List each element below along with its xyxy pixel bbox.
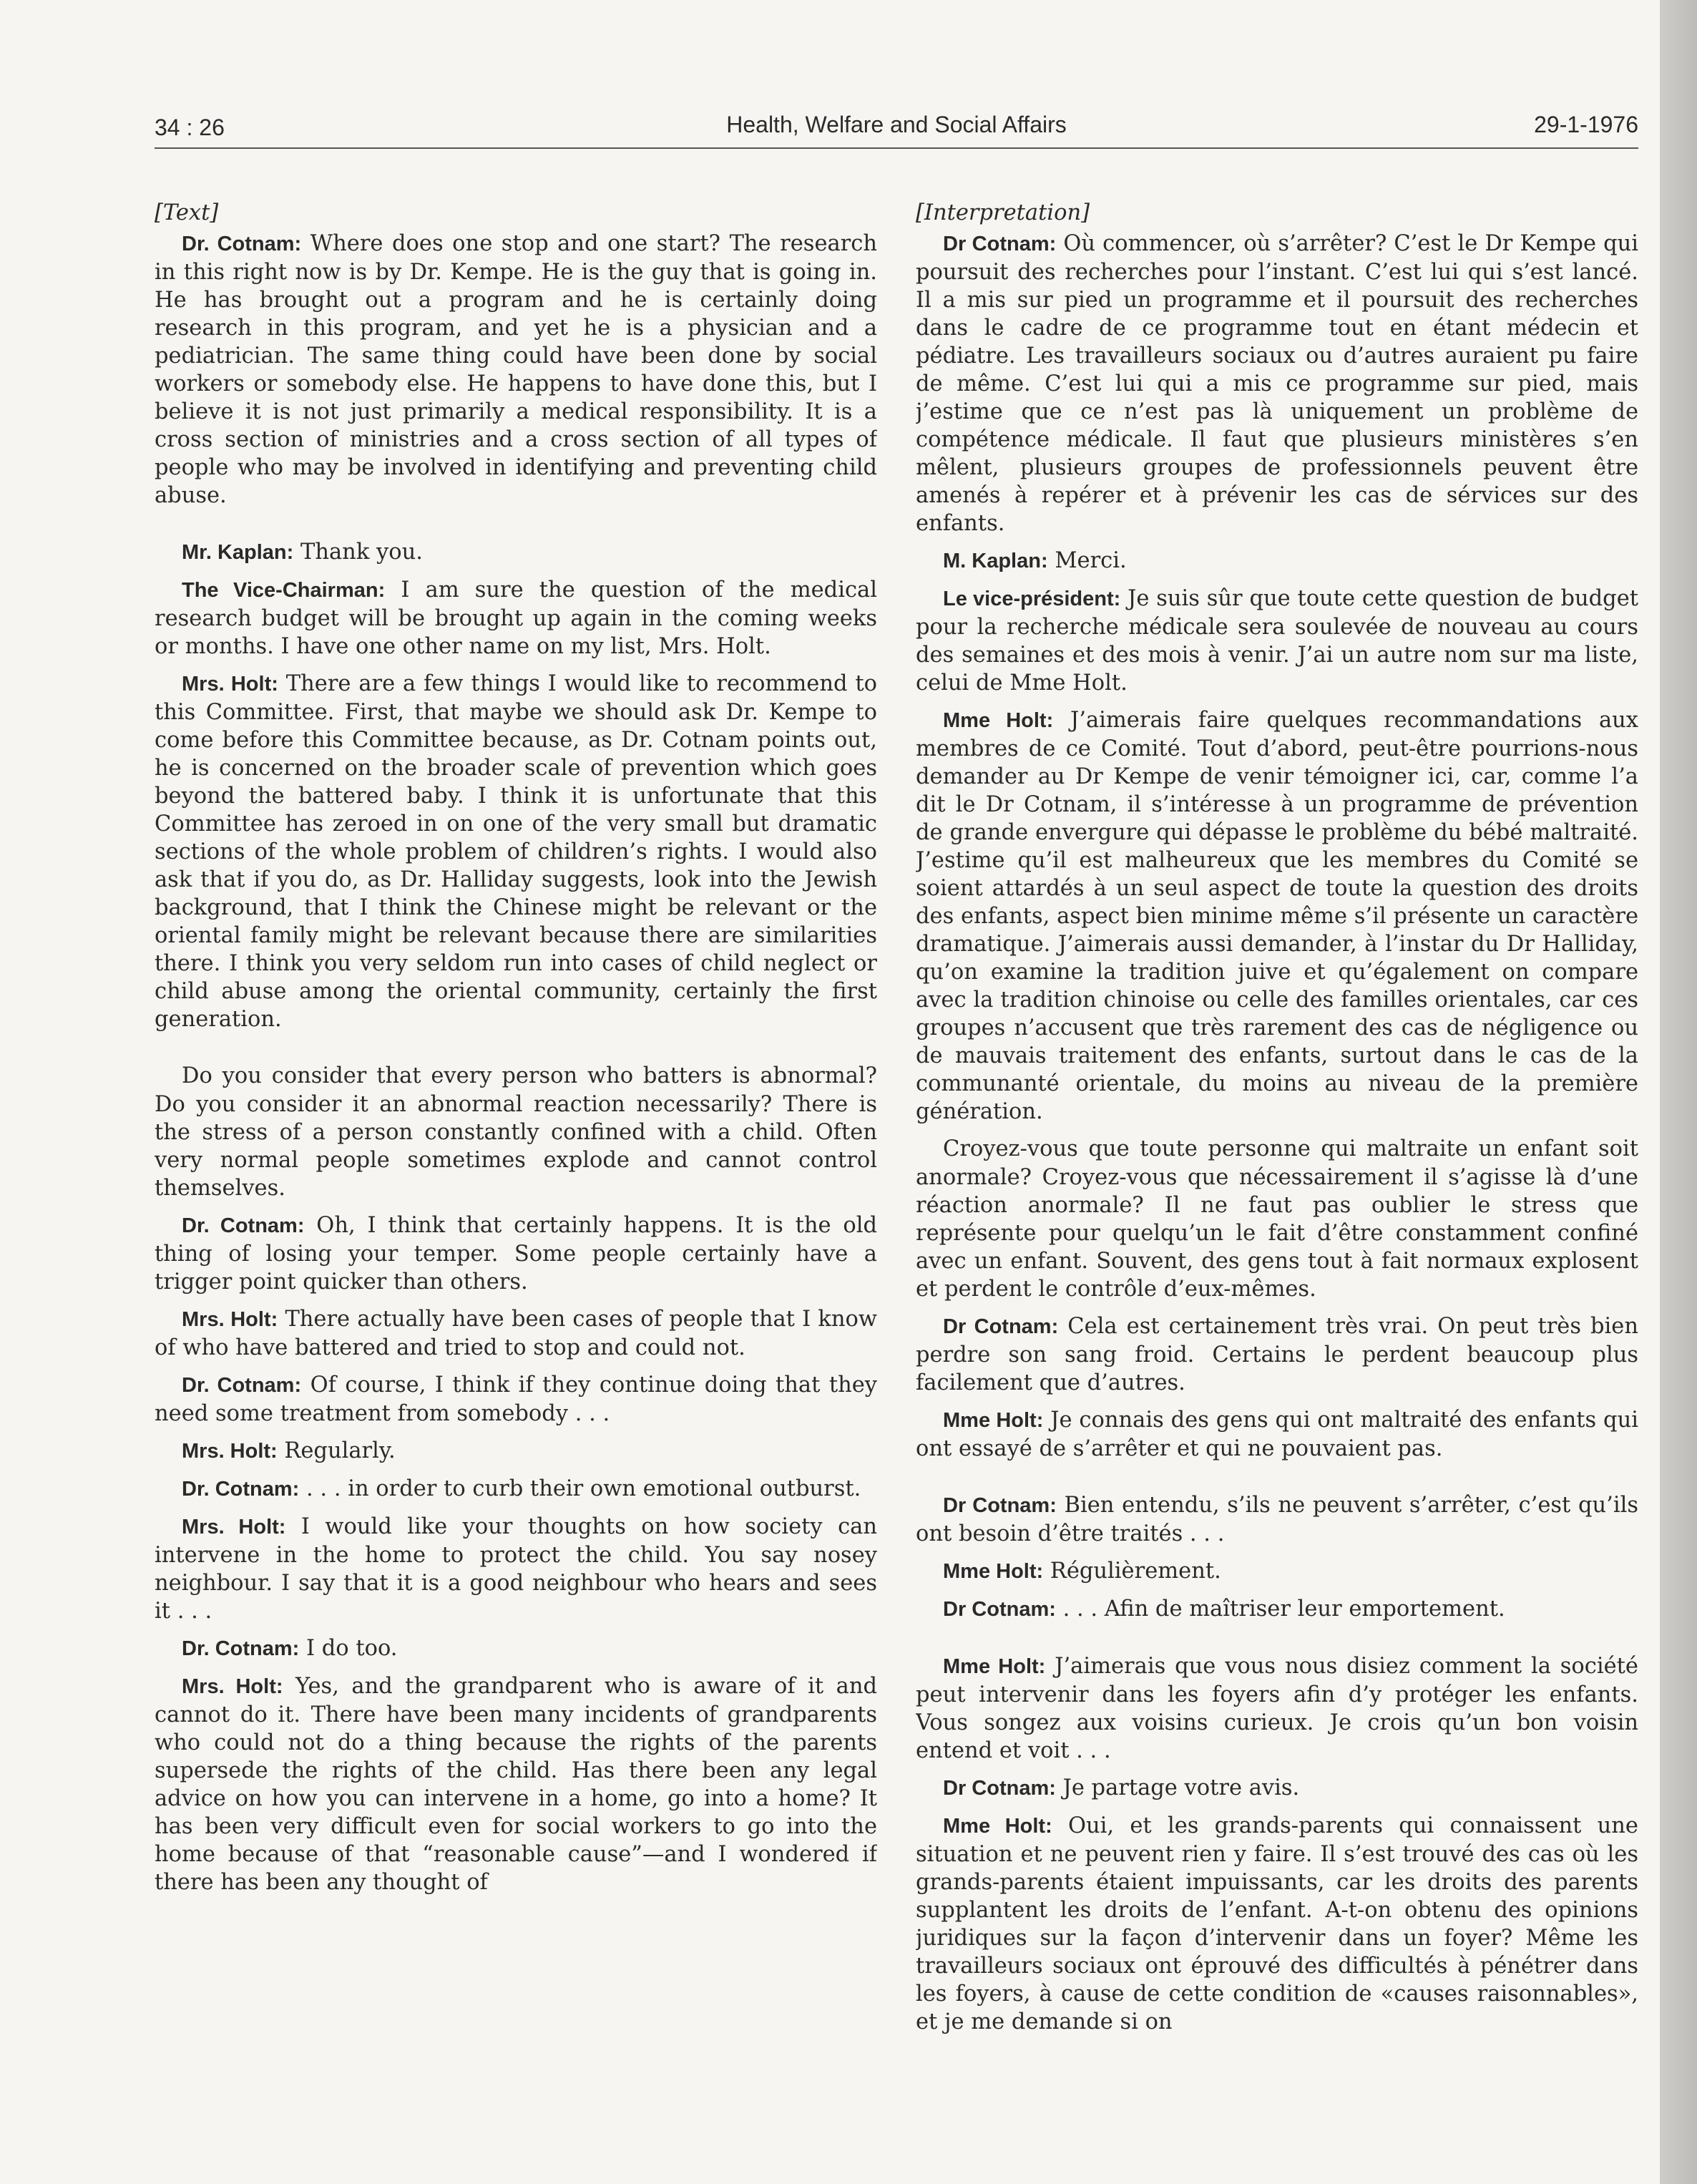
paragraph: [916, 547, 1638, 575]
paragraph: [916, 1406, 1638, 1463]
paragraph-text: Where does one stop and one start? The research in this right now is by Dr. Kempe. He is the guy that is going in. He has brought out a program and he is certainly doing research in this program, and yet he is a physician and a pediatrician. The same thing could have been done by social workers or somebody else. He happens to have done this, but I believe it is not just primarily a medical responsibility. It is a cross section of ministries and a cross section of all types of people who may be involved in identifying and preventing child abuse.: [155, 231, 877, 508]
paragraph-text: Croyez-vous que toute personne qui maltraite un enfant soit anormale? Croyez-vous que nécessairement il s’agisse là d’une réaction anormale? Il ne faut pas oublier le stress que représente pour quelqu’un le fait d’être constamment confiné avec un enfant. Souvent, des gens tout à fait normaux explosent et perdent le contrôle d’eux-mêmes.: [916, 1136, 1638, 1302]
speaker-name: Dr Cotnam:: [943, 1494, 1057, 1517]
paragraph: [155, 1212, 877, 1296]
page-date: 29-1-1976: [1534, 112, 1638, 137]
paragraph: [155, 1513, 877, 1625]
paragraph-text: J’aimerais faire quelques recommandations aux membres de ce Comité. Tout d’abord, peut-être pourrions-nous demander au Dr Kempe de venir témoigner ici, car, comme l’a dit le Dr Cotnam, il s’intéresse à un programme de prévention de grande envergure qui dépasse le problème du bébé maltraité. J’estime qu’il est malheureux que les membres du Comité se soient attardés à un seul aspect de toute la question des droits des enfants, aspect bien minime même s’il présente un caractère dramatique. J’aimerais aussi demander, à l’instar du Dr Halliday, qu’on examine la tradition juive et qu’également on compare avec la tradition chinoise ou celle des familles orientales, car ces groupes n’accusent que très rarement des cas de négligence ou de mauvais traitement des enfants, surtout dans le cas de la communanté orientale, du moins au niveau de la première génération.: [916, 708, 1638, 1124]
paragraph: [916, 706, 1638, 1126]
french-column: [916, 199, 1638, 2160]
speaker-name: Dr Cotnam:: [943, 1777, 1056, 1800]
paragraph: [155, 1634, 877, 1663]
paragraph: [916, 1652, 1638, 1765]
speaker-name: The Vice-Chairman:: [182, 579, 386, 602]
speaker-name: M. Kaplan:: [943, 550, 1048, 572]
paragraph-text: Thank you.: [293, 540, 423, 565]
speaker-name: Mrs. Holt:: [182, 673, 278, 696]
speaker-name: Mme Holt:: [943, 1560, 1044, 1583]
paragraph-text: I would like your thoughts on how society can intervene in the home to protect the child. You say nosey neighbour. I say that it is a good neighbour who hears and sees it . . .: [155, 1514, 877, 1624]
paragraph-text: There are a few things I would like to recommend to this Committee. First, that maybe we should ask Dr. Kempe to come before this Committee because, as Dr. Cotnam points out, he is concerned on the broader scale of prevention which goes beyond the battered baby. I think it is unfortunate that this Committee has zeroed in on one of the very small but dramatic sections of the whole problem of children’s rights. I would also ask that if you do, as Dr. Halliday suggests, look into the Jewish background, that I think the Chinese might be relevant or the oriental family might be relevant because there are similarities there. I think you very seldom run into cases of child neglect or child abuse among the oriental community, certainly the first generation.: [155, 671, 877, 1032]
speaker-name: Dr. Cotnam:: [182, 233, 302, 255]
paragraph-text: Yes, and the grandparent who is aware of it and cannot do it. There have been many incidents of grandparents who could not do a thing because the rights of the parents supersede the rights of the child. Has there been any legal advice on how you can intervene in a home, go into a home? It has been very difficult even for social workers to go into the home because of that “reasonable cause”—and I wondered if there has been any thought of: [155, 1674, 877, 1895]
paragraph: [916, 1135, 1638, 1303]
paragraph: [155, 1062, 877, 1202]
paragraph: [916, 585, 1638, 697]
paragraph-text: Régulièrement.: [1043, 1559, 1221, 1584]
speaker-name: Dr Cotnam:: [943, 233, 1057, 255]
page-header: [155, 107, 1638, 149]
paragraph: [155, 1371, 877, 1428]
speaker-name: Dr. Cotnam:: [182, 1478, 300, 1501]
speaker-name: Dr Cotnam:: [943, 1598, 1056, 1621]
paragraph: [155, 576, 877, 660]
speaker-name: Dr. Cotnam:: [182, 1374, 302, 1397]
speaker-name: Mrs. Holt:: [182, 1516, 286, 1539]
column-mark: [Text]: [155, 200, 219, 225]
paragraph: [916, 1557, 1638, 1586]
paragraph-text: Oui, et les grands-parents qui connaissent une situation et ne peuvent rien y faire. Il s’est trouvé des cas où les grands-parents étaient impuissants, car les droits des parents supplantent les droits de l’enfant. A-t-on obtenu des opinions juridiques sur la façon d’intervenir dans un foyer? Même les travailleurs sociaux ont éprouvé des difficultés à pénétrer dans les foyers, à cause de cette condition de «causes raisonnables», et je me demande si on: [916, 1813, 1638, 2034]
speaker-name: Mrs. Holt:: [182, 1675, 283, 1698]
paragraph: [155, 1672, 877, 1896]
paragraph-text: . . . in order to curb their own emotional outburst.: [299, 1476, 861, 1501]
paragraph: [155, 1437, 877, 1466]
paragraph-text: Cela est certainement très vrai. On peut très bien perdre son sang froid. Certains le perdent beaucoup plus facilement que d’autres.: [916, 1314, 1638, 1395]
paragraph-text: . . . Afin de maîtriser leur emportement.: [1055, 1596, 1505, 1622]
paragraph: [155, 1475, 877, 1503]
paragraph-text: Je suis sûr que toute cette question de budget pour la recherche médicale sera soulevée de nouveau au cours des semaines et des mois à venir. J’ai un autre nom sur ma liste, celui de Mme Holt.: [916, 586, 1638, 696]
paragraph-text: Je connais des gens qui ont maltraité des enfants qui ont essayé de s’arrêter et qui ne pouvaient pas.: [916, 1408, 1638, 1461]
paragraph-text: Merci.: [1047, 548, 1127, 573]
paragraph-text: There actually have been cases of people that I know of who have battered and tried to stop and could not.: [155, 1307, 877, 1360]
paragraph: [155, 1305, 877, 1362]
paragraph-text: Je partage votre avis.: [1055, 1775, 1300, 1800]
paragraph-text: Regularly.: [277, 1438, 396, 1463]
paragraph-text: Où commencer, où s’arrêter? C’est le Dr Kempe qui poursuit des recherches pour l’instant. C’est lui qui s’est lancé. Il a mis sur pied un programme et il poursuit des recherches dans le cadre de ce programme tout en étant médecin et pédiatre. Les travailleurs sociaux ou d’autres auraient pu faire de même. C’est lui qui a mis ce programme sur pied, mais j’estime que ce n’est pas là uniquement un problème de compétence médicale. Il faut que plusieurs ministères s’en mêlent, plusieurs groupes de professionnels peuvent être amenés à repérer et à prévenir les cas de sérvices sur des enfants.: [916, 231, 1638, 536]
speaker-name: Mme Holt:: [943, 1409, 1044, 1432]
running-title: Health, Welfare and Social Affairs: [726, 112, 1067, 137]
speaker-name: Mme Holt:: [943, 1655, 1046, 1678]
paragraph-text: Oh, I think that certainly happens. It is the old thing of losing your temper. Some people certainly have a trigger point quicker than others.: [155, 1213, 877, 1295]
paragraph: [155, 538, 877, 567]
paragraph: [916, 1812, 1638, 2036]
speaker-name: Dr Cotnam:: [943, 1315, 1059, 1338]
paragraph: [155, 670, 877, 1033]
paragraph-text: I do too.: [299, 1636, 398, 1661]
speaker-name: Mme Holt:: [943, 1815, 1052, 1838]
speaker-name: Le vice-président:: [943, 588, 1121, 610]
paragraph-text: Bien entendu, s’ils ne peuvent s’arrêter, c’est qu’ils ont besoin d’être traités . . .: [916, 1493, 1638, 1546]
paragraph: [916, 1774, 1638, 1803]
paragraph: [916, 1595, 1638, 1624]
page-number: 34 : 26: [155, 114, 225, 140]
speaker-name: Dr. Cotnam:: [182, 1637, 300, 1660]
paragraph: [916, 1312, 1638, 1397]
speaker-name: Mrs. Holt:: [182, 1440, 278, 1463]
paragraph: [916, 230, 1638, 537]
speaker-name: Mme Holt:: [943, 709, 1054, 732]
column-mark: [Interpretation]: [916, 200, 1090, 225]
paragraph-text: I am sure the question of the medical research budget will be brought up again in the coming weeks or months. I have one other name on my list, Mrs. Holt.: [155, 577, 877, 659]
paragraph-text: J’aimerais que vous nous disiez comment la société peut intervenir dans les foyers afin d’y protéger les enfants. Vous songez aux voisins curieux. Je crois qu’un bon voisin entend et voit . . .: [916, 1654, 1638, 1763]
paragraph: [916, 1491, 1638, 1548]
english-column: [155, 199, 877, 2160]
speaker-name: Mr. Kaplan:: [182, 541, 294, 564]
paragraph-text: Of course, I think if they continue doing that they need some treatment from somebody . . .: [155, 1373, 877, 1426]
speaker-name: Dr. Cotnam:: [182, 1214, 305, 1237]
speaker-name: Mrs. Holt:: [182, 1308, 278, 1331]
page-edge: [1660, 0, 1697, 2184]
paragraph-text: Do you consider that every person who batters is abnormal? Do you consider it an abnormal reaction necessarily? There is the stress of a person constantly confined with a child. Often very normal people sometimes explode and cannot control themselves.: [155, 1063, 877, 1201]
paragraph: [155, 230, 877, 510]
